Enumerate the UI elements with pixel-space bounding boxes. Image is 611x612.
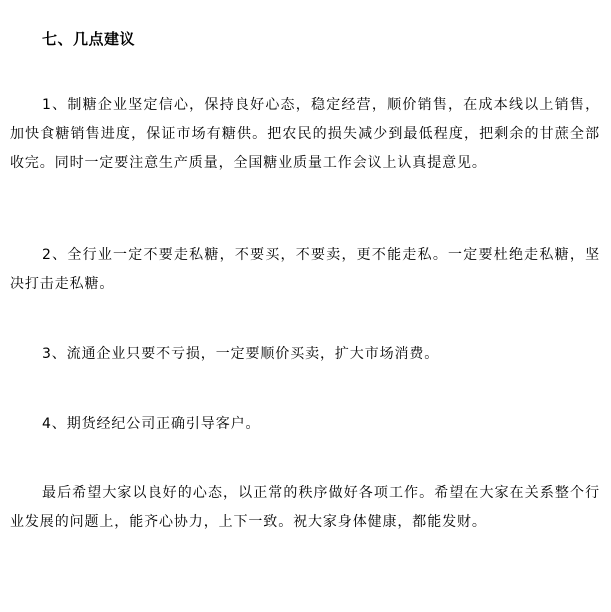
- paragraph-closing: 最后希望大家以良好的心态，以正常的秩序做好各项工作。希望在大家在关系整个行业发展的问题上，能齐心协力，上下一致。祝大家身体健康，都能发财。: [10, 485, 600, 530]
- paragraph-suggestion-3: 3、流通企业只要不亏损，一定要顺价买卖，扩大市场消费。: [42, 346, 440, 362]
- paragraph-suggestion-1: 1、制糖企业坚定信心，保持良好心态，稳定经营，顺价销售，在成本线以上销售，加快食糖销售进度，保证市场有糖供。把农民的损失减少到最低程度，把剩余的甘蔗全部收完。同时一定要注意生产质量，全国糖业质量工作会议上认真提意见。: [10, 97, 600, 171]
- paragraph-suggestion-4: 4、期货经纪公司正确引导客户。: [42, 416, 261, 432]
- paragraph-suggestion-2: 2、全行业一定不要走私糖，不要买，不要卖，更不能走私。一定要杜绝走私糖，坚决打击走私糖。: [10, 247, 600, 292]
- section-heading: 七、几点建议: [42, 30, 136, 48]
